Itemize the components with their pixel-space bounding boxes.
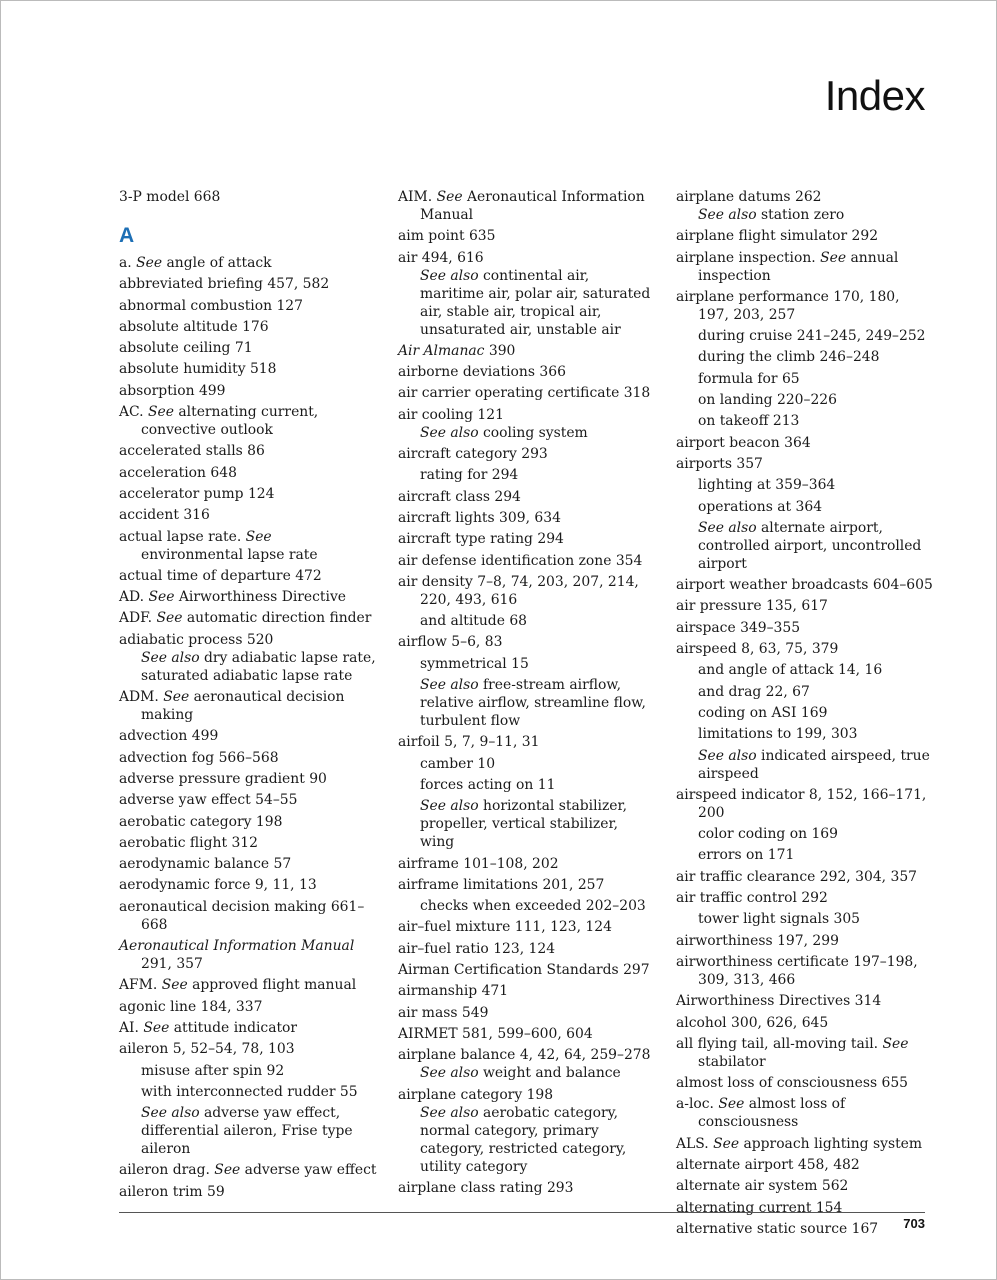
index-entry: AI. See attitude indicator bbox=[119, 1019, 298, 1036]
index-entry: alternate airport 458, 482 bbox=[676, 1156, 860, 1173]
index-entry: advection fog 566–568 bbox=[119, 749, 279, 766]
index-entry: airspeed 8, 63, 75, 379 bbox=[676, 641, 839, 658]
index-entry: air–fuel ratio 123, 124 bbox=[398, 940, 556, 957]
index-entry: adverse pressure gradient 90 bbox=[119, 770, 327, 787]
index-subentry: limitations to 199, 303 bbox=[698, 726, 858, 743]
index-entry: airplane performance 170, 180, 197, 203, 257 bbox=[676, 288, 900, 323]
index-entry: aircraft class 294 bbox=[398, 488, 521, 505]
index-entry: advection 499 bbox=[119, 728, 219, 745]
index-entry: airport weather broadcasts 604–605 bbox=[676, 577, 933, 594]
index-entry: almost loss of consciousness 655 bbox=[676, 1075, 909, 1092]
index-entry: Airworthiness Directives 314 bbox=[676, 993, 882, 1010]
index-subentry: camber 10 bbox=[420, 755, 496, 772]
index-entry: abbreviated briefing 457, 582 bbox=[119, 276, 330, 293]
index-subentry: lighting at 359–364 bbox=[698, 477, 836, 494]
index-entry: all flying tail, all-moving tail. See stabilator bbox=[676, 1035, 909, 1070]
index-column-1 bbox=[119, 188, 377, 1201]
index-entry-pages: 291, 357 bbox=[141, 956, 203, 973]
index-subentry: errors on 171 bbox=[698, 847, 795, 864]
index-entry: aircraft type rating 294 bbox=[398, 531, 564, 548]
index-subentry: formula for 65 bbox=[698, 370, 800, 387]
index-subentry: operations at 364 bbox=[698, 498, 823, 515]
index-entry: absolute altitude 176 bbox=[119, 318, 269, 335]
index-subentry: with interconnected rudder 55 bbox=[141, 1083, 358, 1100]
index-entry: airmanship 471 bbox=[398, 983, 509, 1000]
page-number: 703 bbox=[903, 1216, 925, 1231]
index-subentry: See also continental air, maritime air, polar air, saturated air, stable air, tropical air, unsaturated air, unstable air bbox=[420, 267, 651, 338]
index-entry: air 494, 616 bbox=[398, 249, 484, 266]
index-entry: air density 7–8, 74, 203, 207, 214, 220, 493, 616 bbox=[398, 573, 639, 608]
index-entry: alternating current 154 bbox=[676, 1199, 843, 1216]
index-subentry: forces acting on 11 bbox=[420, 776, 556, 793]
index-entry: alcohol 300, 626, 645 bbox=[676, 1014, 829, 1031]
index-subentry: and drag 22, 67 bbox=[698, 683, 810, 700]
index-column-3 bbox=[676, 188, 934, 1238]
index-entry: adiabatic process 520 bbox=[119, 631, 274, 648]
index-subentry: during cruise 241–245, 249–252 bbox=[698, 328, 926, 345]
index-entry: ADM. See aeronautical decision making bbox=[119, 689, 345, 724]
index-entry: airspace 349–355 bbox=[676, 619, 801, 636]
index-entry: airplane flight simulator 292 bbox=[676, 228, 879, 245]
index-subentry: See also free-stream airflow, relative airflow, streamline flow, turbulent flow bbox=[420, 677, 646, 730]
index-entry: a-loc. See almost loss of consciousness bbox=[676, 1096, 846, 1131]
index-entry: actual time of departure 472 bbox=[119, 567, 322, 584]
index-entry: accelerated stalls 86 bbox=[119, 443, 265, 460]
index-entry: airframe 101–108, 202 bbox=[398, 855, 559, 872]
index-entry: airplane balance 4, 42, 64, 259–278 bbox=[398, 1047, 651, 1064]
index-subentry: See also aerobatic category, normal category, primary category, restricted category, utility category bbox=[420, 1104, 627, 1175]
index-subentry: and angle of attack 14, 16 bbox=[698, 662, 883, 679]
index-subentry: checks when exceeded 202–203 bbox=[420, 898, 646, 915]
index-entry: air carrier operating certificate 318 bbox=[398, 385, 651, 402]
index-entry: airport beacon 364 bbox=[676, 434, 811, 451]
index-entry: Airman Certification Standards 297 bbox=[398, 962, 650, 979]
index-subentry: See also indicated airspeed, true airspeed bbox=[698, 747, 930, 782]
index-subentry: during the climb 246–248 bbox=[698, 349, 880, 366]
index-entry: aileron 5, 52–54, 78, 103 bbox=[119, 1041, 295, 1058]
index-entry: AIM. See Aeronautical Information Manual bbox=[398, 189, 645, 223]
index-subentry: misuse after spin 92 bbox=[141, 1062, 285, 1079]
index-subentry: See also alternate airport, controlled airport, uncontrolled airport bbox=[698, 519, 922, 572]
index-entry: aim point 635 bbox=[398, 228, 496, 245]
index-entry: ALS. See approach lighting system bbox=[676, 1135, 923, 1152]
index-entry: alternative static source 167 bbox=[676, 1220, 879, 1237]
index-entry: AFM. See approved flight manual bbox=[119, 977, 357, 994]
index-entry: 3-P model 668 bbox=[119, 189, 221, 205]
index-entry: air defense identification zone 354 bbox=[398, 552, 643, 569]
index-subentry: and altitude 68 bbox=[420, 613, 528, 630]
index-entry: airplane datums 262 bbox=[676, 189, 822, 205]
index-entry: AD. See Airworthiness Directive bbox=[119, 589, 347, 606]
page-title: Index bbox=[824, 72, 925, 119]
index-subentry: on takeoff 213 bbox=[698, 413, 800, 430]
index-entry: air traffic clearance 292, 304, 357 bbox=[676, 868, 917, 885]
index-entry: air cooling 121 bbox=[398, 406, 504, 423]
index-subentry: coding on ASI 169 bbox=[698, 704, 828, 721]
index-entry: abnormal combustion 127 bbox=[119, 297, 303, 314]
letter-heading: A bbox=[119, 224, 135, 247]
index-entry: aileron trim 59 bbox=[119, 1183, 225, 1200]
index-entry: actual lapse rate. See environmental lapse rate bbox=[119, 528, 318, 563]
index-entry: airworthiness 197, 299 bbox=[676, 932, 839, 949]
index-entry: ADF. See automatic direction finder bbox=[119, 610, 372, 627]
index-entry: airplane inspection. See annual inspection bbox=[676, 249, 899, 284]
index-entry: aerobatic category 198 bbox=[119, 813, 283, 830]
index-subentry: See also weight and balance bbox=[420, 1065, 621, 1082]
index-entry: acceleration 648 bbox=[119, 464, 237, 481]
index-entry: agonic line 184, 337 bbox=[119, 998, 263, 1015]
index-entry: Aeronautical Information Manual bbox=[119, 938, 355, 955]
index-entry: airframe limitations 201, 257 bbox=[398, 876, 605, 893]
index-entry: airborne deviations 366 bbox=[398, 364, 566, 381]
index-subentry: on landing 220–226 bbox=[698, 392, 837, 409]
index-entry: airplane class rating 293 bbox=[398, 1179, 574, 1196]
index-entry: aerodynamic force 9, 11, 13 bbox=[119, 877, 317, 894]
index-subentry: tower light signals 305 bbox=[698, 911, 861, 928]
index-subentry: See also cooling system bbox=[420, 424, 588, 441]
index-subentry: See also dry adiabatic lapse rate, saturated adiabatic lapse rate bbox=[141, 649, 376, 684]
index-entry: airflow 5–6, 83 bbox=[398, 634, 503, 651]
index-entry: air pressure 135, 617 bbox=[676, 598, 828, 615]
index-entry: alternate air system 562 bbox=[676, 1178, 849, 1195]
index-entry: accelerator pump 124 bbox=[119, 485, 275, 502]
index-entry: air traffic control 292 bbox=[676, 890, 828, 907]
index-entry: adverse yaw effect 54–55 bbox=[119, 792, 298, 809]
index-entry: airfoil 5, 7, 9–11, 31 bbox=[398, 734, 540, 751]
index-entry: accident 316 bbox=[119, 507, 210, 524]
index-entry: aircraft lights 309, 634 bbox=[398, 509, 561, 526]
index-subentry: symmetrical 15 bbox=[420, 655, 529, 672]
index-entry: AIRMET 581, 599–600, 604 bbox=[398, 1025, 593, 1042]
index-entry: aircraft category 293 bbox=[398, 446, 548, 463]
index-entry: aeronautical decision making 661–668 bbox=[119, 898, 365, 933]
index-entry: AC. See alternating current, convective outlook bbox=[119, 404, 319, 439]
index-entry: airports 357 bbox=[676, 455, 763, 472]
index-entry: air–fuel mixture 111, 123, 124 bbox=[398, 919, 612, 936]
footer-rule bbox=[119, 1212, 925, 1213]
index-entry: air mass 549 bbox=[398, 1004, 489, 1021]
index-entry: absorption 499 bbox=[119, 382, 226, 399]
index-entry: airspeed indicator 8, 152, 166–171, 200 bbox=[676, 786, 927, 821]
index-entry: aerobatic flight 312 bbox=[119, 834, 258, 851]
index-entry: airplane category 198 bbox=[398, 1086, 554, 1103]
index-column-2 bbox=[398, 188, 656, 1197]
index-subentry: See also station zero bbox=[698, 207, 845, 223]
index-subentry: color coding on 169 bbox=[698, 826, 838, 843]
index-entry: aileron drag. See adverse yaw effect bbox=[119, 1162, 377, 1179]
index-entry: aerodynamic balance 57 bbox=[119, 856, 292, 873]
index-entry: a. See angle of attack bbox=[119, 255, 272, 271]
index-entry: Air Almanac 390 bbox=[398, 342, 516, 359]
index-subentry: rating for 294 bbox=[420, 467, 519, 484]
index-entry: absolute humidity 518 bbox=[119, 361, 277, 378]
index-subentry: See also adverse yaw effect, differential aileron, Frise type aileron bbox=[141, 1105, 353, 1158]
index-entry: absolute ceiling 71 bbox=[119, 340, 253, 357]
index-subentry: See also horizontal stabilizer, propeller, vertical stabilizer, wing bbox=[420, 798, 628, 851]
index-entry: airworthiness certificate 197–198, 309, 313, 466 bbox=[676, 953, 918, 988]
